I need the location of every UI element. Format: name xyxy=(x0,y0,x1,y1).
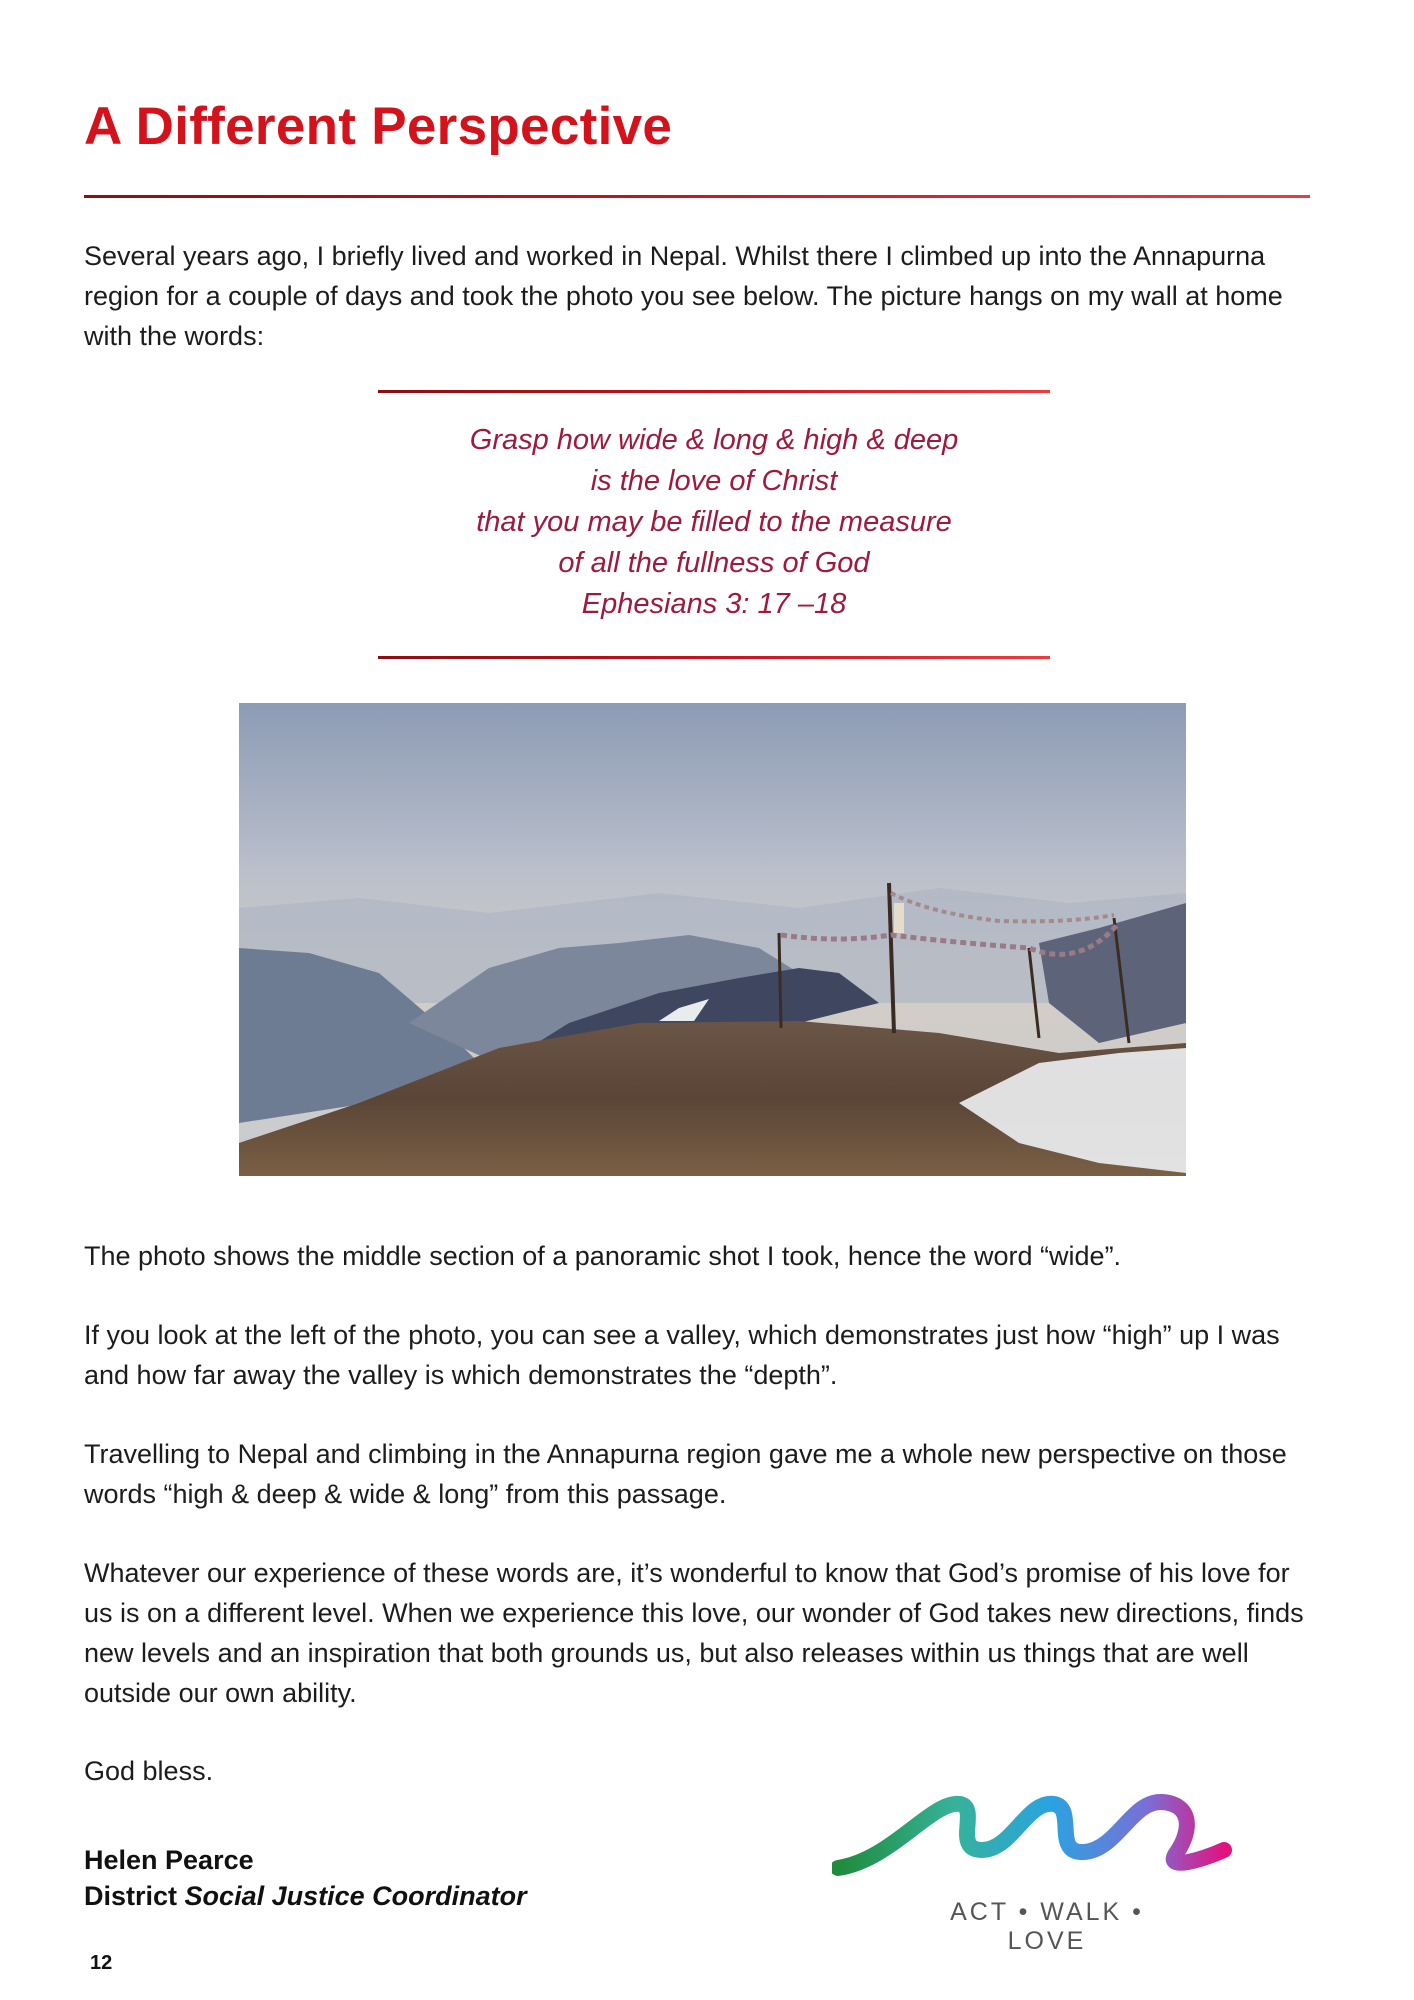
author-role: District Social Justice Coordinator xyxy=(84,1881,527,1911)
closing-line: God bless. xyxy=(84,1756,214,1786)
quote-line: of all the fullness of God xyxy=(558,547,870,579)
quote-divider-top xyxy=(378,390,1050,393)
photo-flag-banner xyxy=(894,903,904,933)
body-paragraph: Whatever our experience of these words are, it’s wonderful to know that God’s promise of his love for us is on a different level. When we experience this love, our wonder of God takes new directions, finds new levels and an inspiration that both grounds us, but also releases within us things that are well outside our own ability. xyxy=(84,1558,1304,1708)
act-walk-love-logo xyxy=(832,1790,1232,1880)
quote-line: is the love of Christ xyxy=(590,465,838,497)
author-name: Helen Pearce xyxy=(84,1845,254,1875)
intro-paragraph: Several years ago, I briefly lived and worked in Nepal. Whilst there I climbed up into the Annapurna region for a couple of days and took the photo you see below. The picture hangs on my wall at home with the words: xyxy=(84,241,1283,351)
body-paragraph: The photo shows the middle section of a panoramic shot I took, hence the word “wide”. xyxy=(84,1241,1122,1271)
body-paragraph: Travelling to Nepal and climbing in the Annapurna region gave me a whole new perspective on those words “high & deep & wide & long” from this passage. xyxy=(84,1439,1287,1509)
quote-reference: Ephesians 3: 17 –18 xyxy=(581,588,847,620)
mountain-photo xyxy=(239,703,1186,1176)
logo-swirl-icon xyxy=(838,1802,1224,1868)
signature-block xyxy=(84,1842,527,1914)
quote-divider-bottom xyxy=(378,656,1050,659)
scripture-quote xyxy=(378,420,1050,625)
quote-line: that you may be filled to the measure xyxy=(476,506,952,538)
page-title: A Different Perspective xyxy=(84,97,673,156)
quote-line: Grasp how wide & long & high & deep xyxy=(469,424,959,456)
photo-prayer-pole xyxy=(779,933,781,1028)
page-number: 12 xyxy=(90,1952,113,1974)
title-divider xyxy=(84,195,1310,198)
body-paragraph: If you look at the left of the photo, you can see a valley, which demonstrates just how “high” up I was and how far away the valley is which demonstrates the “depth”. xyxy=(84,1320,1280,1390)
logo-tagline: ACT • WALK • LOVE xyxy=(950,1898,1144,1955)
